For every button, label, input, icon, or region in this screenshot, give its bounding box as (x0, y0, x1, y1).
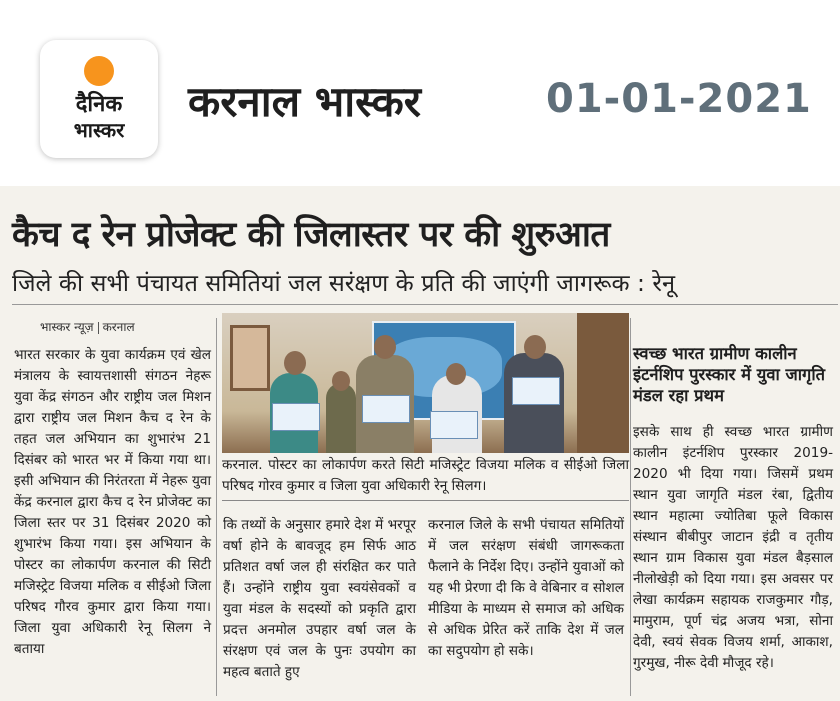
photo-person-4-head (446, 363, 466, 385)
byline-source: भास्कर न्यूज़ (40, 320, 94, 334)
photo-door (577, 313, 629, 453)
article-headline: कैच द रेन प्रोजेक्ट की जिलास्तर पर की शुरुआत (12, 215, 610, 255)
byline-place: करनाल (102, 320, 135, 334)
sidebar-headline: स्वच्छ भारत ग्रामीण कालीन इंटर्नशिप पुरस्कार में युवा जागृति मंडल रहा प्रथम (633, 344, 826, 405)
column-rule-2 (630, 318, 631, 696)
photo-poster-3 (430, 411, 478, 439)
photo-caption: करनाल. पोस्टर का लोकार्पण करते सिटी मजिस्ट्रेट विजया मलिक व सीईओ जिला परिषद गोरव कुमार व जिला युवा अधिकारी रेनू सिलग। (222, 455, 629, 501)
article-photo (222, 313, 629, 453)
logo-text-bhaskar: भास्कर (73, 118, 125, 142)
photo-person-3-head (374, 335, 396, 359)
photo-poster-2 (362, 395, 410, 423)
article-subheadline: जिले की सभी पंचायत समितियां जल सरंक्षण के प्रति की जाएंगी जागरूक : रेनू (12, 266, 838, 305)
photo-poster-4 (512, 377, 560, 405)
page-header (0, 0, 840, 185)
edition-date: 01-01-2021 (546, 76, 812, 122)
photo-poster-1 (272, 403, 320, 431)
byline (40, 318, 210, 335)
sun-icon (84, 56, 114, 86)
edition-name: करनाल भास्कर (188, 77, 421, 126)
photo-wall-frame (230, 325, 270, 391)
article-column-1: भारत सरकार के युवा कार्यक्रम एवं खेल मंत्रालय के स्वायत्तशासी संगठन नेहरू युवा केंद्र संगठन और राष्ट्रीय जल मिशन द्वारा राष्ट्रीय जल मिशन कैच द रेन के तहत जल अभियान का शुभारंभ 21 दिसंबर को भारत भर में किया गया था। इसी अभियान की निरंतरता में नेहरू युवा केंद्र करनाल द्वारा कैच द रेन प्रोजेक्ट का जिला स्तर पर 31 दिसंबर 2020 को शुभारंभ किया गया। इस अभियान के पोस्टर का लोकार्पण करनाल की सिटी मजिस्ट्रेट विजया मलिक व सीईओ जिला परिषद गौरव कुमार द्वारा किया गया। जिला युवा अधिकारी रेनू सिलग ने बताया (14, 347, 211, 657)
article-column-2: कि तथ्यों के अनुसार हमारे देश में भरपूर वर्षा होने के बावजूद हम सिर्फ आठ प्रतिशत वर्षा जल ही संरक्षित कर पाते हैं। उन्होंने राष्ट्रीय युवा स्वयंसेवकों व युवा मंडल के सदस्यों को प्रकृति द्वारा प्रदत्त अनमोल उपहार वर्षा जल के संरक्षण एवं जल के पुनः उपयोग का महत्व बताते हुए (223, 517, 416, 680)
logo-text-dainik: दैनिक (75, 92, 123, 117)
article-column-3: करनाल जिले के सभी पंचायत समितियों में जल सरंक्षण संबंधी जागरूकता फैलाने के निर्देश दिए। उन्होंने युवाओं को यह भी प्रेरणा दी कि वे वेबिनार व सोशल मीडिया के माध्यम से समाज को अधिक से अधिक प्रेरित करें ताकि देश में जल का सदुपयोग हो सके। (428, 517, 624, 659)
photo-person-2-head (332, 371, 350, 391)
photo-person-1-head (284, 351, 306, 375)
photo-person-2 (326, 383, 356, 453)
byline-divider (98, 322, 99, 334)
photo-person-5-head (524, 335, 546, 359)
dainik-bhaskar-logo[interactable] (40, 40, 158, 158)
sidebar-body: इसके साथ ही स्वच्छ भारत ग्रामीण कालीन इंटर्नशिप पुरस्कार 2019-2020 भी दिया गया। जिसमें प्रथम स्थान युवा जागृति मंडल रंबा, द्वितीय स्थान महात्मा ज्योतिबा फूले विकास संस्थान बीबीपुर जाटान इंद्री व तृतीय स्थान ग्राम विकास युवा मंडल बैड़साल नीलोखेड़ी को दिया गया। इस अवसर पर लेखा कार्यक्रम सहायक राजकुमार गौड़, मामुराम, पूर्ण चंद्र अजय भत्रा, सोना देवी, स्वयं सेवक विजय शर्मा, आकाश, गुरमुख, नीरू देवी मौजूद रहे। (633, 424, 833, 671)
column-rule-1 (216, 318, 217, 696)
